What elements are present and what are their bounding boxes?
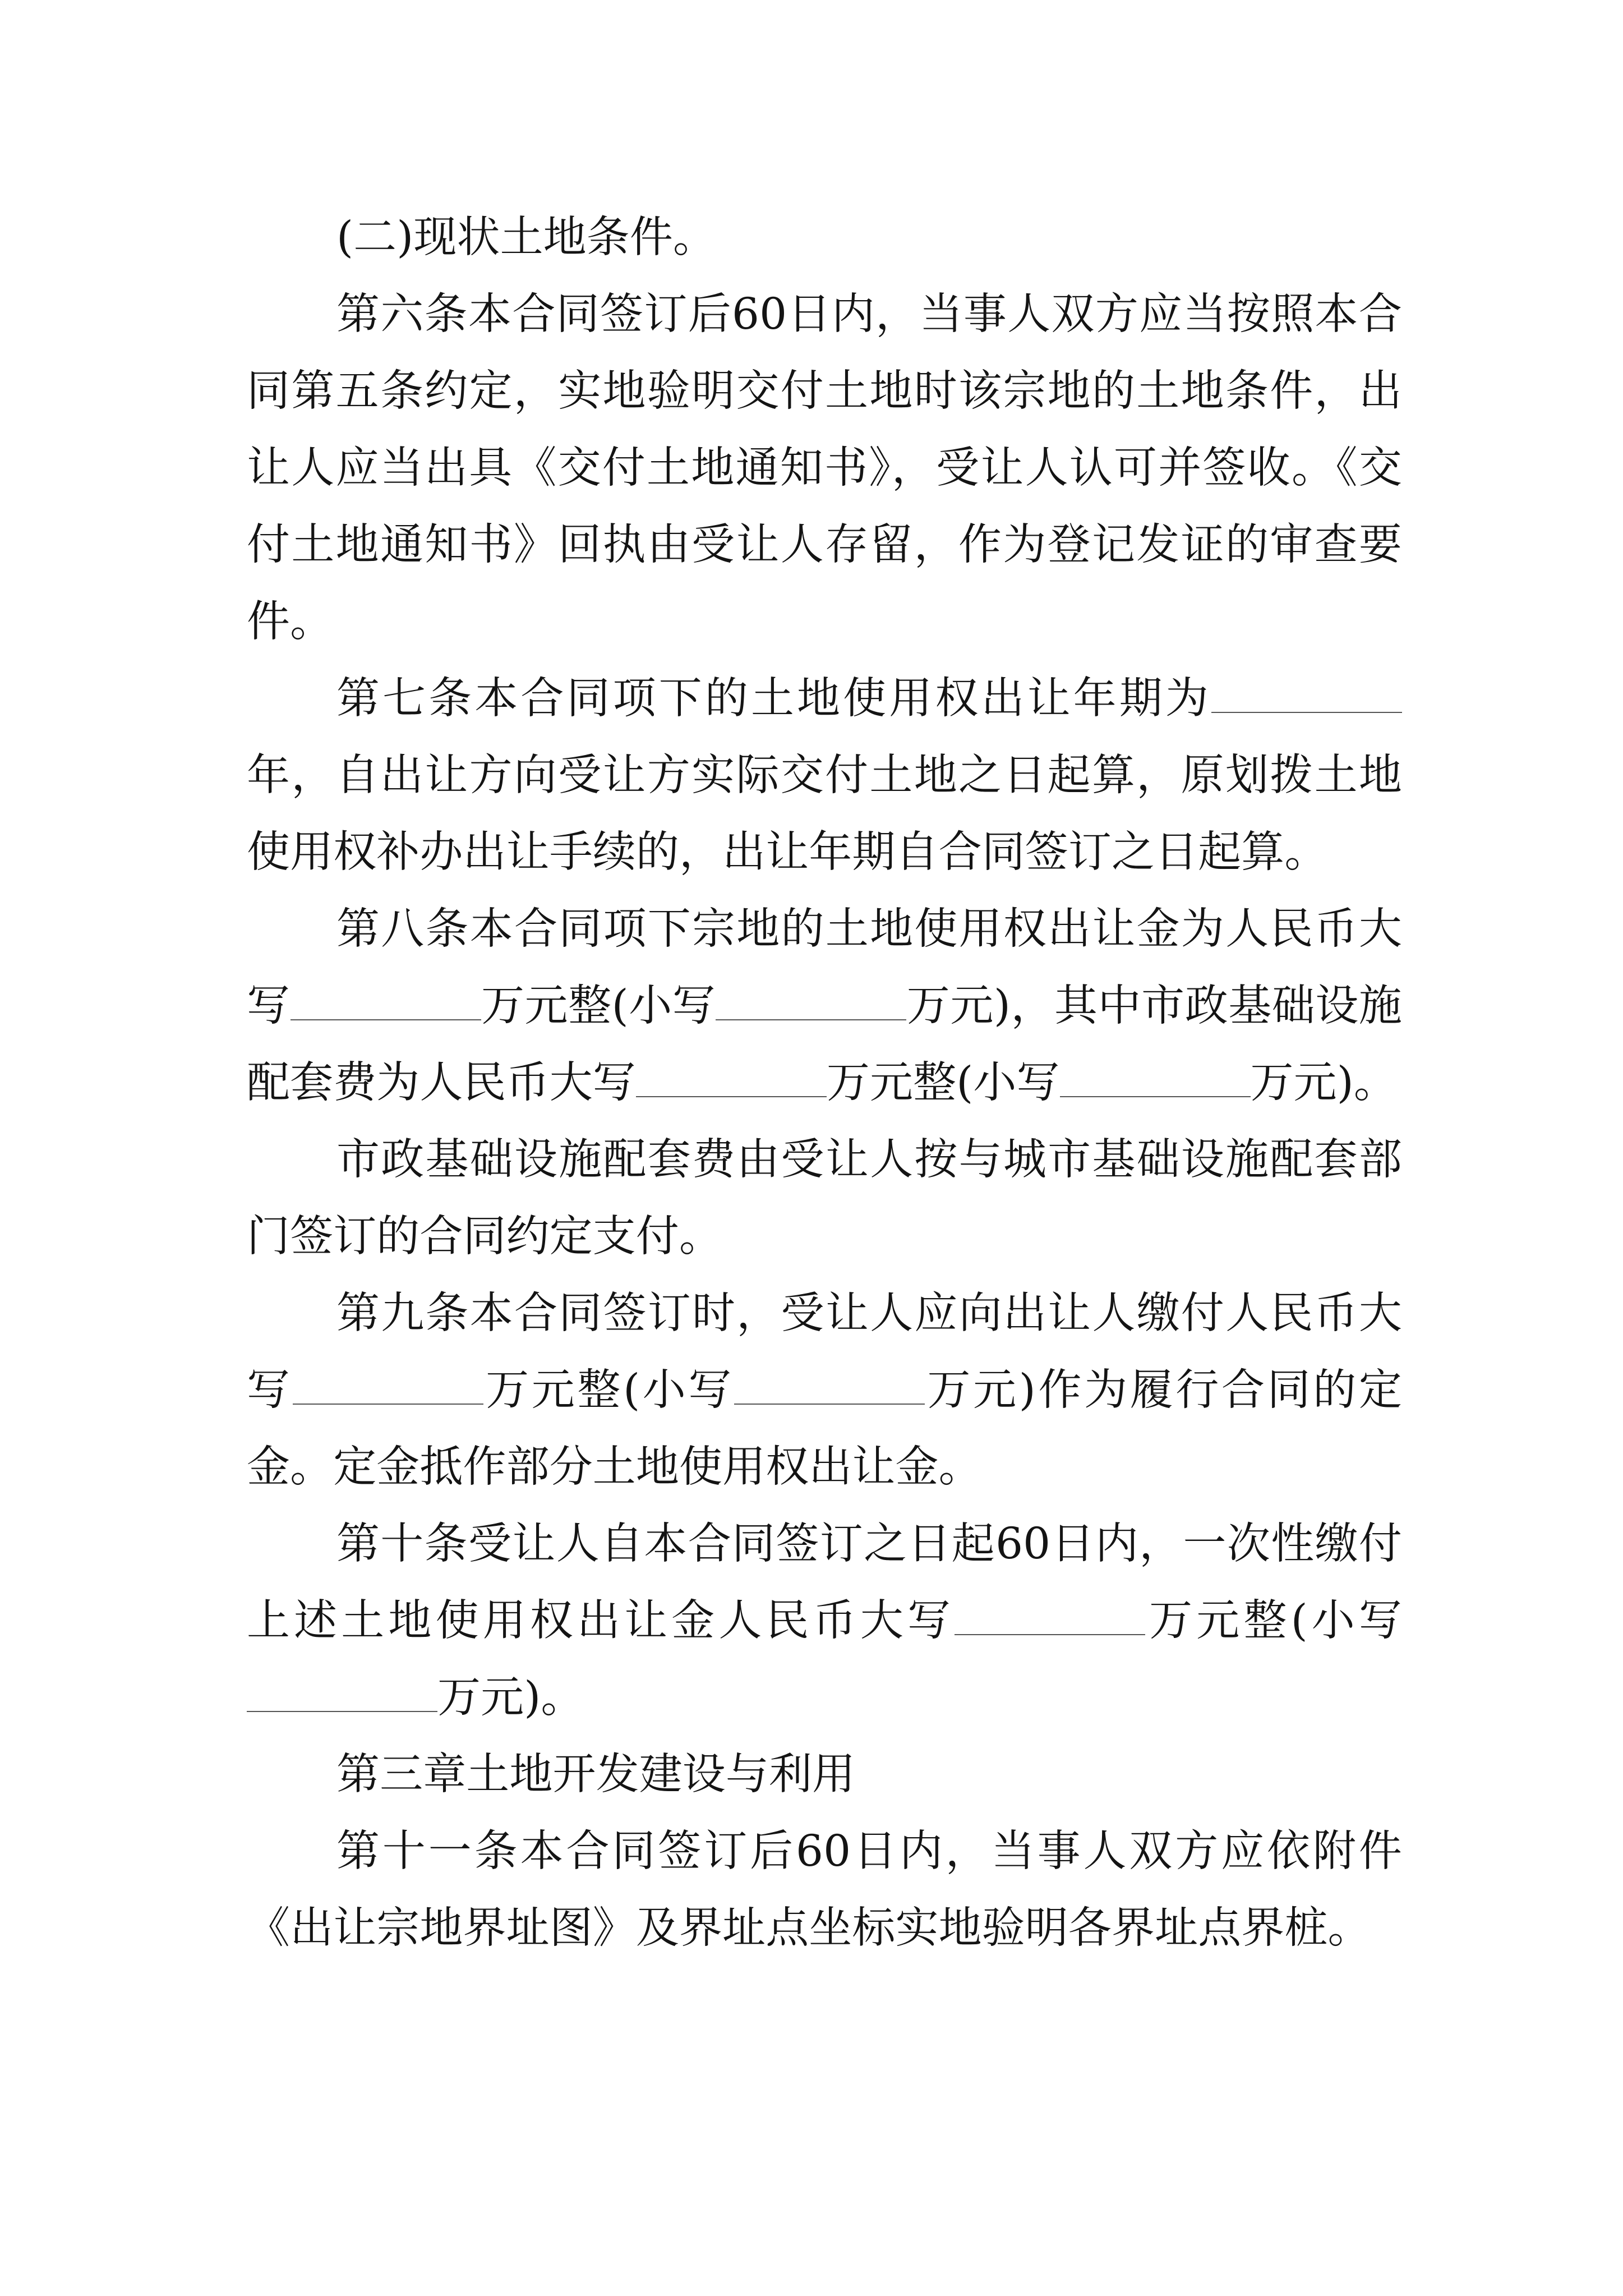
article-8-text-3: 万元)，其中市政基础设施配套费为人民币大写 [247, 981, 1402, 1108]
blank-deposit-lowercase [734, 1364, 925, 1405]
article-8-text-2: 万元整(小写 [481, 981, 716, 1031]
infrastructure-fee-note [247, 1121, 1402, 1275]
blank-payment-lowercase [247, 1672, 437, 1712]
chapter-3-title: 第三章土地开发建设与利用 [336, 1750, 856, 1800]
section-heading-land-condition [247, 199, 1402, 276]
article-9-text-2: 万元整(小写 [483, 1365, 735, 1415]
chapter-3-heading [247, 1736, 1402, 1813]
section-heading-text: (二)现状土地条件。 [336, 213, 717, 263]
blank-fee-lowercase [716, 980, 906, 1020]
article-10 [247, 1506, 1402, 1736]
blank-infra-fee-lowercase [1060, 1057, 1251, 1097]
blank-deposit-uppercase [293, 1364, 483, 1405]
article-10-text-2: 万元整(小写 [1145, 1596, 1403, 1646]
article-8-text-1: 第八条本合同项下宗地的土地使用权出让金为人民币大写 [247, 904, 1402, 1031]
document-body [247, 199, 1402, 1967]
article-9-text-1: 第九条本合同签订时，受让人应向出让人缴付人民币大写 [247, 1289, 1402, 1415]
article-7 [247, 660, 1402, 891]
article-8-text-4: 万元整(小写 [826, 1058, 1060, 1108]
article-9-text-3: 万元)作为履行合同的定金。定金抵作部分土地使用权出让金。 [247, 1365, 1403, 1492]
article-11 [247, 1813, 1402, 1967]
blank-infra-fee-uppercase [636, 1057, 827, 1097]
blank-term-years [1211, 673, 1402, 713]
article-8 [247, 891, 1402, 1121]
article-8-text-5: 万元)。 [1250, 1058, 1397, 1108]
infrastructure-fee-text: 市政基础设施配套费由受让人按与城市基础设施配套部门签订的合同约定支付。 [247, 1135, 1402, 1262]
article-6-text: 第六条本合同签订后60日内，当事人双方应当按照本合同第五条约定，实地验明交付土地时该宗地的土地条件，出让人应当出具《交付土地通知书》，受让人认可并签收。《交付土地通知书》回执由受让人存留，作为登记发证的审查要件。 [247, 289, 1402, 647]
blank-fee-uppercase [291, 980, 481, 1020]
blank-payment-uppercase [955, 1595, 1145, 1635]
article-10-text-3: 万元)。 [437, 1673, 584, 1723]
article-7-text-2: 年，自出让方向受让方实际交付土地之日起算，原划拨土地使用权补办出让手续的，出让年期自合同签订之日起算。 [247, 751, 1402, 877]
article-7-text-1: 第七条本合同项下的土地使用权出让年期为 [336, 674, 1211, 724]
article-6 [247, 276, 1402, 660]
article-10-text-1: 第十条受让人自本合同签订之日起60日内，一次性缴付上述土地使用权出让金人民币大写 [247, 1519, 1402, 1646]
article-11-text: 第十一条本合同签订后60日内，当事人双方应依附件《出让宗地界址图》及界址点坐标实地验明各界址点界桩。 [247, 1826, 1402, 1953]
article-9 [247, 1275, 1402, 1506]
